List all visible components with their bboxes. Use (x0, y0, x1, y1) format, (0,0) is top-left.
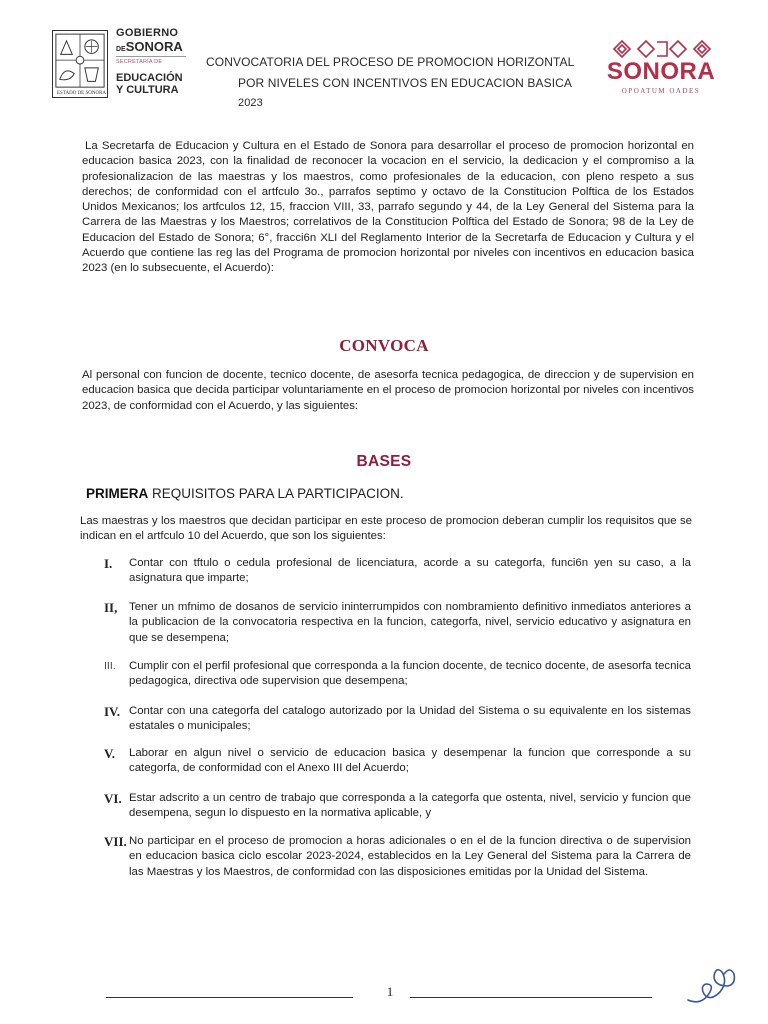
page-number: 1 (386, 984, 394, 999)
item-number: III. (104, 660, 116, 672)
item-number: V. (104, 746, 115, 761)
primera-label: PRIMERA (86, 486, 149, 501)
item-text: Tener un mfnimo de dosanos de servicio ininterrumpidos con nombramiento definitivo inmediatos anteriores a la publicacion de la convocatoria respectiva en la funcion, categorfa, nivel, servicio educativo y asignatura en que se desempena; (129, 601, 691, 644)
footer-rule-left (106, 997, 353, 998)
gov-line-cultura-word: Y CULTURA (116, 84, 179, 97)
logo-divider (116, 56, 186, 57)
gov-line-sonora (116, 40, 183, 53)
bases-heading: BASES (356, 453, 412, 470)
seal-caption: ESTADO DE SONORA (57, 91, 107, 96)
gov-line-gobierno: GOBIERNO (116, 27, 179, 39)
requisitos-intro: Las maestras y los maestros que decidan participar en este proceso de promocion deberan cumplir los requisitos que se indican en el artfculo 10 del Acuerdo, que son los siguientes: (80, 515, 692, 543)
sonora-brand-logo (602, 36, 720, 98)
document-title-line1: CONVOCATORIA DEL PROCESO DE PROMOCION HORIZONTAL (206, 55, 575, 69)
convoca-heading: CONVOCA (339, 336, 429, 355)
gov-line-de: DE (116, 46, 126, 53)
gov-line-secretaria: SECRETARÍA DE (116, 59, 163, 65)
sonora-wordmark: SONORA (606, 58, 716, 85)
item-text: Contar con una categorfa del catalogo autorizado por la Unidad del Sistema o su equivalente en los sistemas estatales o municipales; (129, 705, 691, 733)
item-number: IV. (104, 704, 121, 719)
document-title-line2: POR NIVELES CON INCENTIVOS EN EDUCACION BASICA (238, 76, 572, 90)
item-number: VI. (104, 791, 122, 806)
item-text: Estar adscrito a un centro de trabajo que corresponda a la categorfa que ostenta, nivel, servicio y funcion que desempena, segun lo dispuesto en la normativa aplicable, y (129, 792, 691, 820)
item-text: Cumplir con el perfil profesional que corresponda a la funcion docente, de tecnico docente, de asesorfa tecnica pedagogica, directiva ode supervision que desempena; (129, 660, 691, 688)
document-title-year: 2023 (238, 97, 263, 109)
gov-line-sonora-word: SONORA (125, 39, 183, 54)
item-text: Contar con tftulo o cedula profesional de licenciatura, acorde a su categorfa, funci6n yen su caso, a la asignatura que imparte; (129, 557, 691, 585)
gov-line-educacion-word: EDUCACIÓN (116, 72, 183, 84)
state-seal-icon (52, 30, 108, 98)
item-text: No participar en el proceso de promocion a horas adicionales o en el de la funcion directiva o de supervision en educacion basica ciclo escolar 2023-2024, establecidos en la Ley General del Sistema para la Carrera de las Maestras y los Maestros, de conformidad con las disposiciones emitidas por la Unidad del Sistema. (129, 835, 691, 878)
convoca-paragraph: Al personal con funcion de docente, tecnico docente, de asesorfa tecnica pedagogica, de direccion y de supervision en educacion basica que decida participar voluntariamente en el proceso de promocion horizontal por niveles con incentivos 2023, de conformidad con el Acuerdo, y las siguientes: (82, 369, 694, 412)
intro-paragraph: La Secretarfa de Educacion y Cultura en el Estado de Sonora para desarrollar el proceso de promocion horizontal en educacion basica 2023, con la finalidad de reconocer la vocacion en el servicio, la dedicacion y el compromiso a la profesionalizacion de las maestras y los maestros, como profesionales de la educacion, con pleno respeto a sus derechos; de conformidad con el artfculo 3o., parrafos septimo y octavo de la Constitucion Polftica de los Estados Unidos Mexicanos; los artfculos 12, 15, fraccion VIII, 33, parrafo segundo y 44, de la Ley General del Sistema para la Carrera de las Maestras y los Maestros; correlativos de la Constitucion Polftica del Estado de Sonora; 98 de la Ley de Educacion del Estado de Sonora; 6°, fracci6n XLI del Reglamento Interior de la Secretarfa de Educacion y Cultura y el Acuerdo que contiene las reg las del Programa de promocion horizontal por niveles con incentivos en educacion basica 2023 (en lo subsecuente, el Acuerdo): (82, 140, 694, 275)
primera-title: REQUISITOS PARA LA PARTICIPACION. (148, 486, 404, 501)
item-number: VII. (104, 834, 127, 849)
item-number: II, (104, 600, 118, 615)
item-number: I. (104, 556, 113, 571)
item-text: Laborar en algun nivel o servicio de educacion basica y desempenar la funcion que corresponde a su categorfa, de conformidad con el Anexo III del Acuerdo; (129, 747, 691, 775)
gov-name (116, 28, 183, 53)
gobierno-sonora-logo (52, 28, 192, 102)
footer-rule-right (410, 997, 652, 998)
signature-icon (684, 962, 740, 1006)
sonora-tagline: OPOATUM OADES (621, 87, 701, 95)
primera-heading (86, 486, 404, 501)
gov-line-educacion (116, 72, 183, 96)
